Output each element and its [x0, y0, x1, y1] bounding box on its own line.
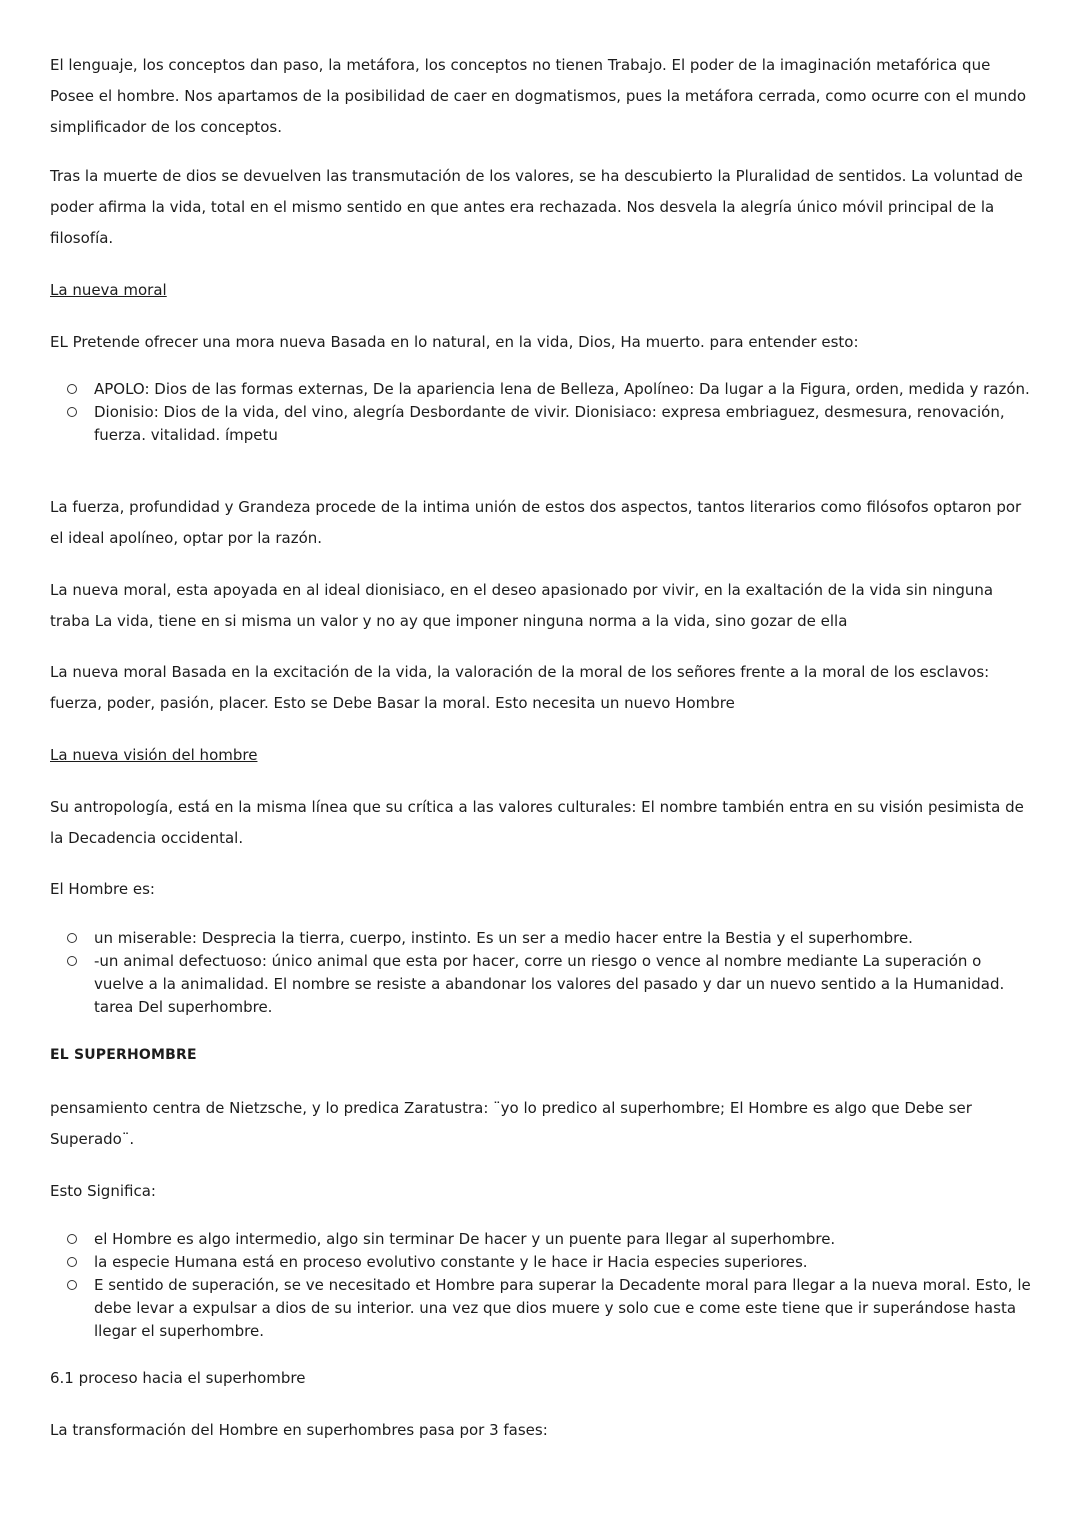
paragraph-metafora: El lenguaje, los conceptos dan paso, la metáfora, los conceptos no tienen Trabajo. El poder de la imaginación metafórica que Posee el hombre. Nos apartamos de la posibilidad de caer en dogmatismos, pues la metáfora cerrada, como ocurre con el mundo simplificador de los conceptos. — [50, 56, 1027, 136]
list-item-text: Dionisio: Dios de la vida, del vino, alegría Desbordante de vivir. Dionisiaco: expresa embriaguez, desmesura, renovación, fuerza. vitalidad. ímpetu — [94, 403, 1005, 444]
hollow-bullet-icon — [67, 1234, 77, 1244]
list-item — [50, 1228, 1035, 1251]
list-apolo-dionisio — [50, 378, 1035, 447]
paragraph-antropologia: Su antropología, está en la misma línea que su crítica a las valores culturales: El nombre también entra en su visión pesimista de la Decadencia occidental. — [50, 798, 1024, 847]
hollow-bullet-icon — [67, 384, 77, 394]
paragraph-fuerza: La fuerza, profundidad y Grandeza procede de la intima unión de estos dos aspectos, tantos literarios como filósofos optaron por el ideal apolíneo, optar por la razón. — [50, 498, 1022, 547]
list-item-text: la especie Humana está en proceso evolutivo constante y le hace ir Hacia especies superiores. — [94, 1253, 808, 1271]
list-item — [50, 950, 1035, 1019]
heading-nueva-vision: La nueva visión del hombre — [50, 746, 258, 764]
list-item-text: APOLO: Dios de las formas externas, De la apariencia lena de Belleza, Apolíneo: Da lugar a la Figura, orden, medida y razón. — [94, 380, 1030, 398]
list-item — [50, 378, 1035, 401]
heading-superhombre: EL SUPERHOMBRE — [50, 1047, 197, 1063]
hollow-bullet-icon — [67, 933, 77, 943]
list-item — [50, 927, 1035, 950]
hollow-bullet-icon — [67, 1280, 77, 1290]
paragraph-hombre-es: El Hombre es: — [50, 880, 155, 898]
paragraph-excitacion: La nueva moral Basada en la excitación de la vida, la valoración de la moral de los señores frente a la moral de los esclavos: fuerza, poder, pasión, placer. Esto se Debe Basar la moral. Esto necesita un nuevo Hombre — [50, 663, 990, 712]
list-item — [50, 1274, 1035, 1343]
list-item — [50, 401, 1035, 447]
heading-proceso: 6.1 proceso hacia el superhombre — [50, 1369, 306, 1387]
list-item-text: -un animal defectuoso: único animal que esta por hacer, corre un riesgo o vence al nombre mediante La superación o vuelve a la animalidad. El nombre se resiste a abandonar los valores del pasado y dar un nuevo sentido a la Humanidad. tarea Del superhombre. — [94, 952, 1005, 1016]
hollow-bullet-icon — [67, 1257, 77, 1267]
list-hombre — [50, 927, 1035, 1019]
list-item-text: E sentido de superación, se ve necesitado et Hombre para superar la Decadente moral para llegar a la nueva moral. Esto, le debe levar a expulsar a dios de su interior. una vez que dios muere y solo cue e come este tiene que ir superándose hasta llegar el superhombre. — [94, 1276, 1031, 1340]
hollow-bullet-icon — [67, 407, 77, 417]
list-item — [50, 1251, 1035, 1274]
list-item-text: un miserable: Desprecia la tierra, cuerpo, instinto. Es un ser a medio hacer entre la Bestia y el superhombre. — [94, 929, 913, 947]
hollow-bullet-icon — [67, 956, 77, 966]
list-significa — [50, 1228, 1035, 1343]
paragraph-transformacion: La transformación del Hombre en superhombres pasa por 3 fases: — [50, 1421, 548, 1439]
paragraph-zaratustra: pensamiento centra de Nietzsche, y lo predica Zaratustra: ¨yo lo predico al superhombre; El Hombre es algo que Debe ser Superado¨. — [50, 1099, 972, 1148]
paragraph-muerte-de-dios: Tras la muerte de dios se devuelven las transmutación de los valores, se ha descubierto la Pluralidad de sentidos. La voluntad de poder afirma la vida, total en el mismo sentido en que antes era rechazada. Nos desvela la alegría único móvil principal de la filosofía. — [50, 167, 1023, 247]
paragraph-ideal-dionisiaco: La nueva moral, esta apoyada en al ideal dionisiaco, en el deseo apasionado por vivir, en la exaltación de la vida sin ninguna traba La vida, tiene en si misma un valor y no ay que imponer ninguna norma a la vida, sino gozar de ella — [50, 581, 994, 630]
heading-nueva-moral: La nueva moral — [50, 281, 167, 299]
list-item-text: el Hombre es algo intermedio, algo sin terminar De hacer y un puente para llegar al superhombre. — [94, 1230, 836, 1248]
paragraph-pretende: EL Pretende ofrecer una mora nueva Basada en lo natural, en la vida, Dios, Ha muerto. para entender esto: — [50, 333, 859, 351]
paragraph-esto-significa: Esto Significa: — [50, 1182, 156, 1200]
